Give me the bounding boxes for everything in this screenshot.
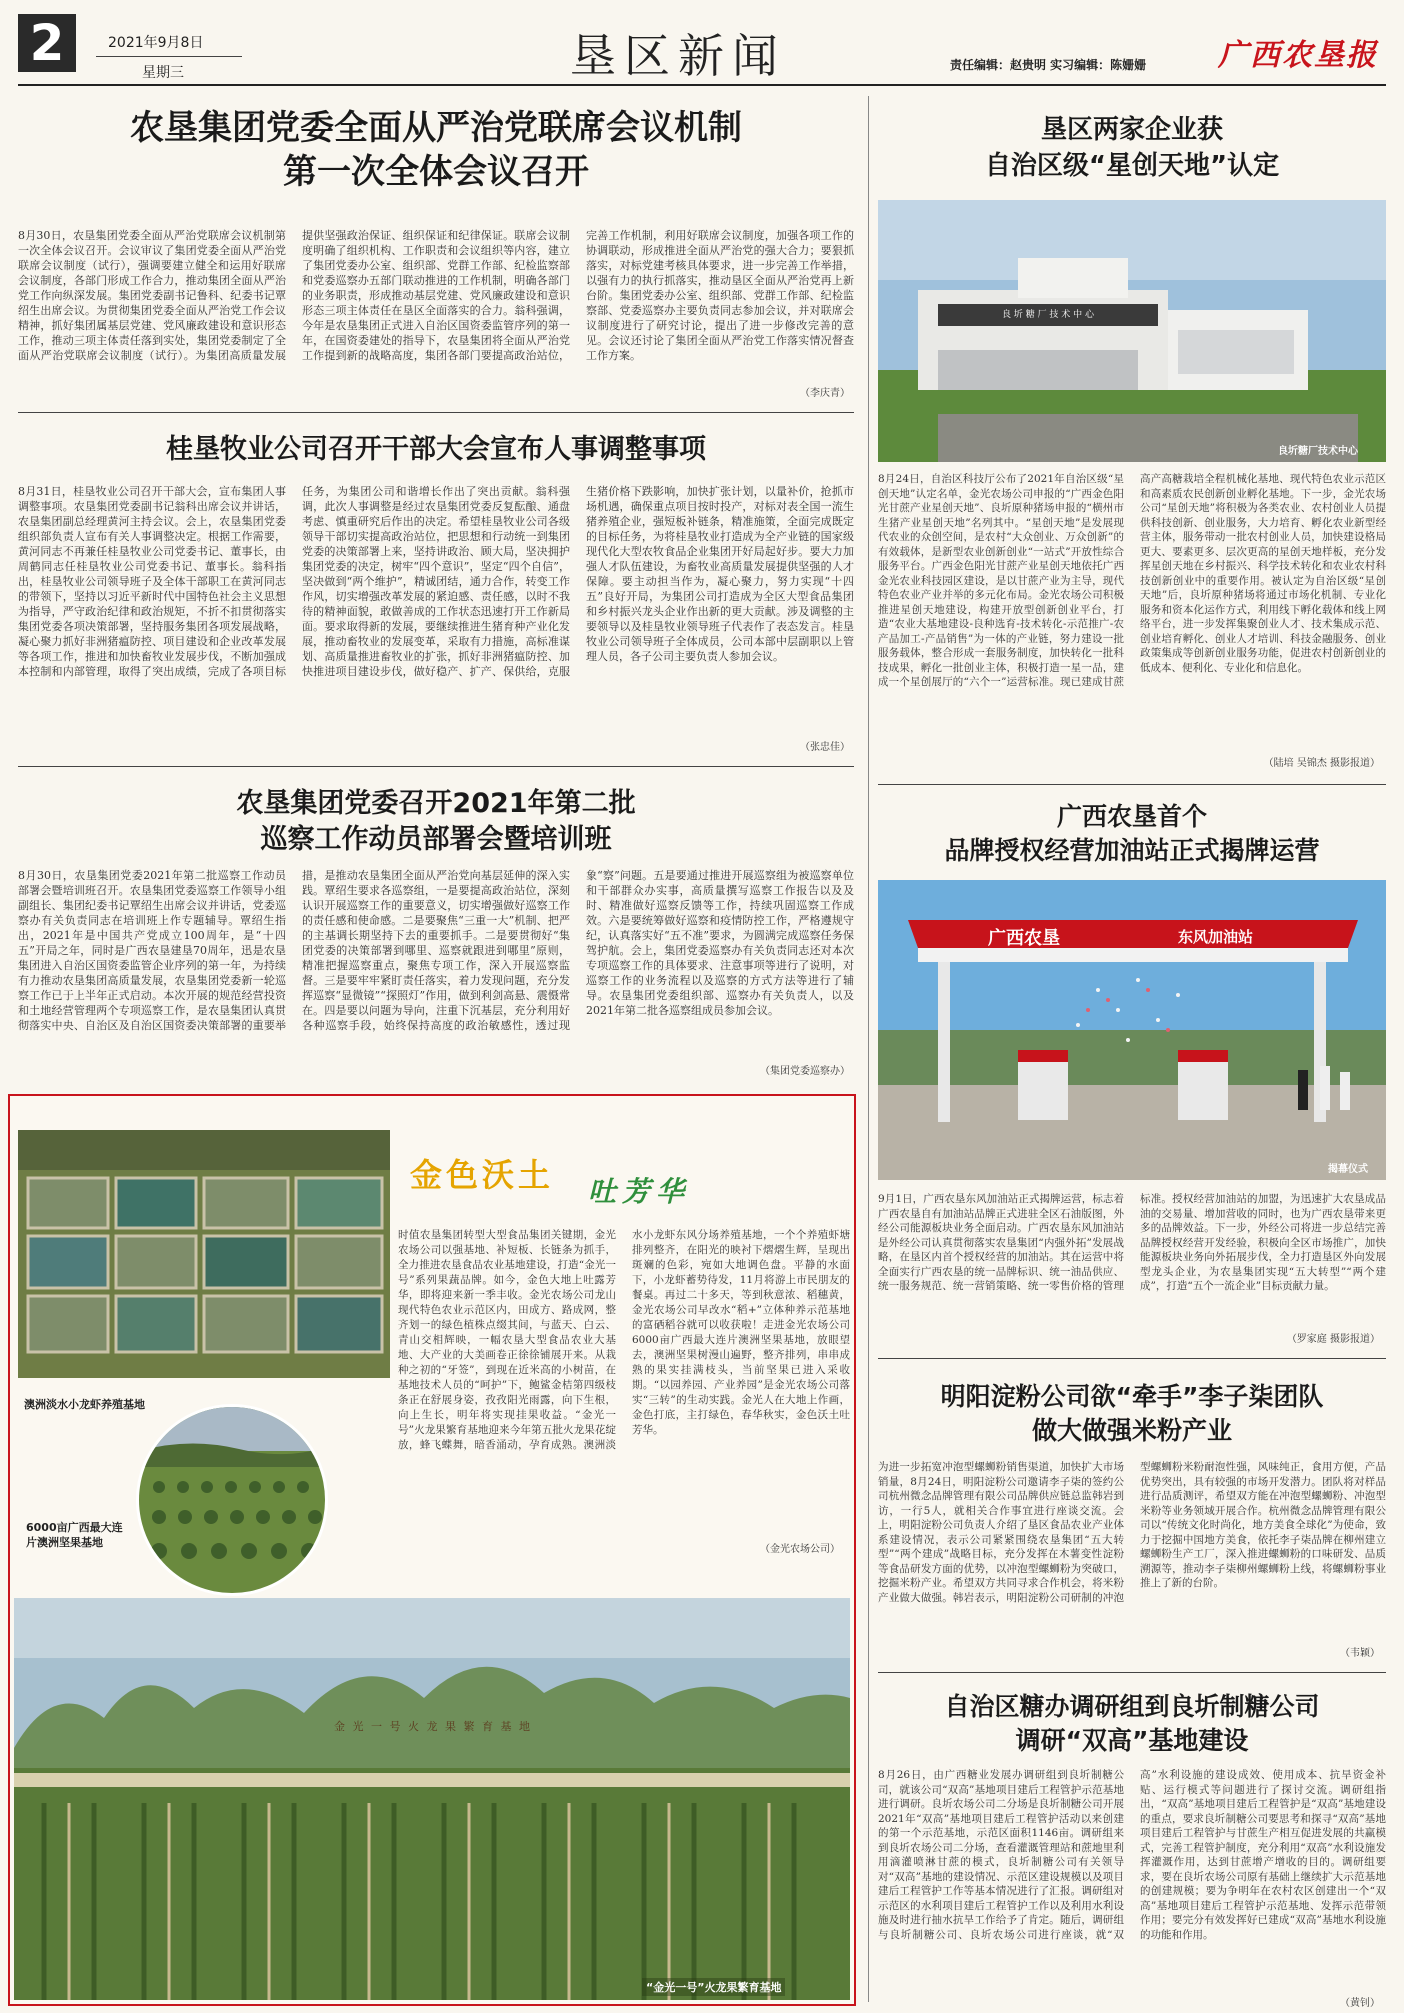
article-body: 为进一步拓宽冲泡型螺蛳粉销售渠道，加快扩大市场销量，8月24日，明阳淀粉公司邀请李子柒的签约公司杭州微念品牌管理有限公司品牌供应链总监韩岩到访，一行5人，就相关合作事宜进行座谈交流。会上，明阳淀粉公司负责人介绍了垦区食品农业产业体系建设情况，表示公司紧紧围绕农垦集团“五大转型”“两个建成”战略目标，充分发挥在木薯变性淀粉等食品研发方面的优势，以冲泡型螺蛳粉为突破口，挖掘米粉产业。希望双方共同寻求合作机会，将米粉产业做大做强。韩岩表示，明阳淀粉公司研制的冲泡型螺蛳粉米粉耐泡性强，风味纯正，食用方便，产品优势突出，具有较强的市场开发潜力。团队将对样品进行品质测评，希望双方能在冲泡型螺蛳粉、冲泡型米粉等业务领域开展合作。杭州微念品牌管理有限公司以“传统文化时尚化，地方美食全球化”为使命，致力于挖掘中国地方美食，依托李子柒品牌在柳州建立螺蛳粉生产工厂，深入推进螺蛳粉的口味研发、品质溯源等，推动李子柒柳州螺蛳粉上线，将螺蛳粉事业推上了新的台阶。	[878, 1461, 1386, 1604]
article-title: 品牌授权经营加油站正式揭牌运营	[944, 836, 1320, 865]
column-divider	[868, 96, 869, 2002]
article-byline: （韦颖）	[1340, 1648, 1380, 1659]
macadamia-photo-caption: 6000亩广西最大连片澳洲坚果基地	[26, 1521, 123, 1549]
station-canopy-name: 东风加油站	[1178, 928, 1254, 946]
article-title: 广西农垦首个	[1056, 802, 1207, 831]
issue-date: 2021年9月8日	[108, 35, 204, 51]
article-mingyang-starch	[878, 1380, 1386, 1448]
article-byline: （陆培 吴锦杰 摄影报道）	[1263, 758, 1380, 769]
article-title: 自治区糖办调研组到良圻制糖公司	[944, 1692, 1320, 1721]
tech-center-sign: 良 圻 糖 厂 技 术 中 心	[1001, 310, 1095, 320]
editor-credits: 责任编辑：赵贵明 实习编辑：陈姗姗	[950, 58, 1147, 72]
article-title: 自治区级“星创天地”认定	[984, 151, 1280, 181]
tech-center-photo	[878, 200, 1386, 462]
article-title: 第一次全体会议召开	[283, 152, 589, 192]
masthead-rule	[18, 84, 1386, 86]
crayfish-photo-caption: 澳洲淡水小龙虾养殖基地	[24, 1398, 145, 1411]
article-body: 8月26日，由广西糖业发展办调研组到良圻制糖公司，就该公司“双高”基地项目建后工程管护示范基地进行调研。良圻农场公司二分场是良圻制糖公司开展2021年“双高”基地项目建后工程管护活动以来创建的第一个示范基地，示范区面积1146亩。调研组来到良圻农场公司二分场，查看灌溉管理站和蔗地里利用滴灌喷淋甘蔗的模式，良圻制糖公司有关领导对“双高”基地的建设情况、示范区建设规模以及项目建后工程管护工作等基本情况进行了汇报。调研组对示范区的水利项目建后工程管护工作以及利用水利设施及时进行抽水抗旱工作给予了肯定。随后，调研组与良圻制糖公司、良圻农场公司进行座谈，就“双高”水利设施的建设成效、使用成本、抗旱资金补贴、运行模式等问题进行了探讨交流。调研组指出，“双高”基地项目建后工程管护是“双高”基地建设的重点，要求良圻制糖公司要思考和探寻“双高”基地项目建后工程管护与甘蔗生产相互促进发展的共赢模式，完善工程管护制度，充分利用“双高”水利设施发挥灌溉作用，达到甘蔗增产增收的目的。调研组要求，要在良圻农场公司原有基础上继续扩大示范基地的创建规模；要为争明年在农村农区创建出一个“双高”基地项目建后工程管护示范基地、发挥示范带领作用；要完分有效发挥好已建成“双高”基地水利设施的功能和作用。	[878, 1769, 1386, 1941]
dragonfruit-field-image	[14, 1598, 850, 2000]
field-slogan-sign: 金 光 一 号 火 龙 果 繁 育 基 地	[334, 1720, 532, 1733]
article-inspection-mobilization	[18, 786, 854, 858]
feature-subtitle: 吐芳华	[588, 1175, 691, 1208]
article-title: 巡察工作动员部署会暨培训班	[260, 824, 612, 855]
page-number: 2	[18, 14, 76, 72]
article-party-joint-meeting	[18, 106, 854, 194]
crayfish-ponds-photo	[18, 1130, 390, 1378]
article-body: 8月30日，农垦集团党委全面从严治党联席会议机制第一次全体会议召开。会议审议了集团党委全面从严治党联席会议制度（试行），强调要建立健全和运用好联席会议制度，各部门形成工作合力，推动集团全面从严治党工作向纵深发展。集团党委副书记鲁科、纪委书记覃绍生出席会议。为贯彻集团党委全面从严治党工作会议精神，抓好集团属基层党建、党风廉政建设和意识形态工作，推动三项主体责任落到实处，集团党委制定了全面从严治党联席会议制度（试行）。为集团高质量发展提供坚强政治保证、组织保证和纪律保证。联席会议制度明确了组织机构、工作职责和会议组织等内容，建立了集团党委办公室、组织部、党群工作部、纪检监察部和党委巡察办五部门联动推进的工作机制，明确各部门的业务职责，形成推动基层党建、党风廉政建设和意识形态三项主体责任在垦区全面落实的合力。翁科强调，今年是农垦集团正式进入自治区国资委监管序列的第一年，在国资委建处的指导下，农垦集团将全面从严治党工作提到新的战略高度，集团各部门要提高政治站位，完善工作机制，利用好联席会议制度，加强各项工作的协调联动，形成推进全面从严治党的强大合力；要狠抓落实，对标党建考核具体要求，进一步完善工作举措，以强有力的执行抓落实，推动垦区全面从严治党再上新台阶。集团党委办公室、组织部、党群工作部、纪检监察部、党委巡察办主要负责同志参加会议，并对联席会议制度进行了研究讨论，提出了进一步修改完善的意见。会议还讨论了集团全面从严治党工作落实情况督查工作方案。	[18, 229, 854, 362]
feature-body: 时值农垦集团转型大型食品集团关键期，金光农场公司以强基地、补短板、长链条为抓手，全力推进农垦食品农业基地建设，打造“金光一号”系列果蔬品牌。如今，金色大地上吐露芳华，即将迎来新一季丰收。金光农场公司龙山现代特色农业示范区内，田成方、路成网，整齐划一的绿色植株点缀其间，与蓝天、白云、青山交相辉映，一幅农垦大型食品农业大基地、大产业的大美画卷正徐徐铺展开来。从栽种之初的“牙签”，到现在近米高的小树苗，在基地技术人员的“呵护”下，鲍鲨金桔第四级枝条正在舒展身姿，孜孜阳光雨露，向下生根，向上生长，明年将实现挂果收益。“金光一号”火龙果繁育基地迎来今年第五批火龙果花绽放，蜂飞蝶舞，暗香涌动，孕育成熟。澳洲淡水小龙虾东风分场养殖基地，一个个养殖虾塘排列整齐，在阳光的映衬下熠熠生辉，呈现出斑斓的色彩，宛如大地调色盘。平静的水面下，小龙虾蓄势待发，11月将游上市民朋友的餐桌。再过二十多天，等到秋意浓、稻穗黄，金光农场公司早改水“稻+”立体种养示范基地的富硒稻谷就可以收获啦！走进金光农场公司6000亩广西最大连片澳洲坚果基地，放眼望去，澳洲坚果树漫山遍野，整齐排列，串串成熟的果实挂满枝头，当前坚果已进入采收期。“以园养园、产业养园”是金光农场公司落实“三转”的生动实践。金光人在大地上作画，金色打底，主打绿色，春华秋实，金色沃土吐芳华。	[398, 1229, 850, 1451]
section-title: 垦区新闻	[570, 29, 786, 83]
article-star-innovation-space	[878, 112, 1386, 184]
tech-center-building-image	[878, 200, 1386, 462]
article-title: 农垦集团党委全面从严治党联席会议机制	[130, 108, 742, 148]
article-title: 明阳淀粉公司欲“牵手”李子柒团队	[940, 1382, 1324, 1411]
article-title: 农垦集团党委召开2021年第二批	[236, 788, 636, 819]
article-body: 8月31日，桂垦牧业公司召开干部大会，宣布集团人事调整事项。农垦集团党委副书记翁科出席会议并讲话，农垦集团副总经理黄河主持会议。会上，农垦集团党委组织部负责人宣布有关人事调整决定。根据工作需要，黄河同志不再兼任桂垦牧业公司党委书记、董事长，由周鹤同志任桂垦牧业公司党委书记、董事长。翁科指出，桂垦牧业公司领导班子及全体干部职工在黄河同志的带领下，坚持以习近平新时代中国特色社会主义思想为指导，严守政治纪律和政治规矩，不折不扣贯彻落实集团党委各项决策部署，坚持服务集团各项发展战略，凝心聚力抓好非洲猪瘟防控、项目建设和企业改革发展等各项工作，推进和加快畜牧业发展步伐，不断加强成本控制和内部管理，取得了突出成绩，完成了各项目标任务，为集团公司和谐增长作出了突出贡献。翁科强调，此次人事调整是经过农垦集团党委反复酝酿、通盘考虑、慎重研究后作出的决定。希望桂垦牧业公司各级领导干部切实提高政治站位，把思想和行动统一到集团党委的决策部署上来，坚持讲政治、顾大局，坚决拥护集团党委的决定，树牢“四个意识”，坚定“四个自信”，坚决做到“两个维护”，精诚团结，通力合作，转变工作作风，切实增强改革发展的紧迫感、责任感，以时不我待的精神面貌，敢做善成的工作状态迅速打开工作新局面。要求取得新的发展，要继续推进生猪育种产业化发展，推动畜牧业的发展变革，采取有力措施，高标准谋划、高质量推进畜牧业的扩张，抓好非洲猪瘟防控、加快推进项目建设步伐，做好稳产、扩产、保供给，克服生猪价格下跌影响，加快扩张计划，以量补价，抢抓市场机遇，确保重点项目按时投产，对标对表全国一流生猪养殖企业，强短板补链条，精准施策，全面完成既定的目标任务，为将桂垦牧业打造成为全产业链的国家级现代化大型农牧食品企业集团开好局起好步。要大力加强人才队伍建设，为畜牧业高质量发展提供坚强的人才保障。要主动担当作为，凝心聚力，努力实现“十四五”良好开局，为集团公司打造成为全区大型食品集团和乡村振兴龙头企业作出新的更大贡献。涉及调整的主要领导以及桂垦牧业领导班子代表作了表态发言。桂垦牧业公司领导班子全体成员，公司本部中层副职以上管理人员，各子公司主要负责人参加会议。	[18, 485, 854, 678]
feature-title: 金色沃土	[410, 1156, 555, 1194]
article-body: 9月1日，广西农垦东风加油站正式揭牌运营，标志着广西农垦自有加油站品牌正式进驻全区石油版图，外经公司能源板块业务全面启动。广西农垦东风加油站是外经公司认真贯彻落实农垦集团“内强外拓”发展战略，在垦区内首个授权经营的加油站。其在运营中将全面实行广西农垦的统一品牌标识、统一油品供应、统一服务规范、统一营销策略、统一零售价格的管理标准。授权经营加油站的加盟，为迅速扩大农垦成品油的交易量、增加营收的同时，也为广西农垦带来更多的品牌效益。下一步，外经公司将进一步总结完善品牌授权经营开发经验，积极向全区市场推广，加快能源板块业务向外拓展步伐，全力打造垦区外向发展型龙头企业，为农垦集团实现“五大转型”“两个建成”，打造“五个一流企业”目标贡献力量。	[878, 1193, 1386, 1292]
masthead	[0, 0, 1404, 82]
article-byline: （集团党委巡察办）	[760, 1066, 850, 1077]
gas-station-photo	[878, 880, 1386, 1180]
article-title: 做大做强米粉产业	[1031, 1416, 1232, 1445]
article-gas-station	[878, 800, 1386, 868]
article-title: 垦区两家企业获	[1040, 115, 1223, 145]
gas-station-image	[878, 880, 1386, 1180]
article-guiken-cadre-meeting-title: 桂垦牧业公司召开干部大会宣布人事调整事项	[166, 434, 706, 465]
article-byline: （李庆青）	[800, 388, 850, 399]
article-body: 8月30日，农垦集团党委2021年第二批巡察工作动员部署会暨培训班召开。农垦集团党委巡察工作领导小组副组长、集团纪委书记覃绍生出席会议并讲话，党委巡察办有关负责同志在培训班上作专题辅导。覃绍生指出，2021年是中国共产党成立100周年，是“十四五”开局之年，同时是广西农垦建垦70周年，迅是农垦集团进入自治区国资委监管企业序列的第一年，为持续有力推动农垦集团高质量发展，农垦集团党委新一轮巡察工作已于上半年正式启动。本次开展的规范经营投资和土地经营管理两个专项巡察工作，是农垦集团认真贯彻落实中央、自治区及自治区国资委决策部署的重要举措，是推动农垦集团全面从严治党向基层延伸的深入实践。覃绍生要求各巡察组，一是要提高政治站位，深刻认识开展巡察工作的重要意义，切实增强做好巡察工作的责任感和使命感。二是要聚焦“三重一大”机制、把严的主基调长期坚持下去的重要抓手。二是要贯彻好“集团党委的决策部署到哪里、巡察就跟进到哪里”原则，精准把握巡察重点，聚焦专项工作，深入开展巡察监督。三是要牢牢紧盯责任落实，着力发现问题，充分发挥巡察“显微镜”“探照灯”作用，做到利剑高悬、震慑常在。四是要以问题为导向，注重下沉基层，充分利用好各种巡察手段，始终保持高度的政治敏感性，透过现象“察”问题。五是要通过推进开展巡察组为被巡察单位和干部群众办实事，高质量撰写巡察工作报告以及及时、精准做好巡察反馈等工作，持续巩固巡察工作成效。六是要统筹做好巡察和疫情防控工作，严格遵规守纪，认真落实好“五不准”要求，为圆满完成巡察任务保驾护航。会上，集团党委巡察办有关负责同志还对本次专项巡察工作的具体要求、注意事项等进行了说明，对巡察工作的业务流程以及巡察的方式方法等进行了辅导。农垦集团党委组织部、巡察办有关负责人，以及2021年第二批各巡察组成员参加会议。	[18, 869, 854, 1032]
dragonfruit-base-photo	[14, 1598, 850, 2000]
article-byline: （张忠佳）	[800, 742, 850, 753]
article-body: 8月24日，自治区科技厅公布了2021年自治区级“星创天地”认定名单，金光农场公司申报的“广西金色阳光甘蔗产业星创天地”、良圻原种猪场申报的“横州市生猪产业星创天地”名列其中。“星创天地”是发展现代农业的众创空间，是农村“大众创业、万众创新”的有效载体，是新型农业创新创业“一站式”开放性综合服务平台。广西金色阳光甘蔗产业星创天地依托广西金光农业科技园区建设，是以甘蔗产业为主导，现代特色农业产业并举的多元化布局。金光农场公司积极推进星创天地建设，构建开放型创新创业平台，打造“农业大基地建设-良种选育-技术转化-示范推广-农产品加工-产品销售”为一体的产业链，努力建设一批服务载体，整合形成一套服务制度，加快转化一批科技成果，孵化一批创业主体，积极打造一星一品，建成一个星创展厅的“六个一”运营标准。现已建成甘蔗高产高糖栽培全程机械化基地、现代特色农业示范区和高素质农民创新创业孵化基地。下一步，金光农场公司“星创天地”将积极为各类农业、农村创业人员提供科技创新、创业服务，大力培育、孵化农业新型经营主体，服务带动一批农村创业人员，加快建设格局更大、要素更多、层次更高的星创天地样板，充分发挥星创天地在乡村振兴、科学技术转化和农业农村科技创新创业中的重要作用。被认定为自治区级“星创天地”后，良圻原种猪场将通过市场化机制、专业化服务和资本化运作方式，利用线下孵化载体和线上网络平台，进一步发挥集聚创业人才、技术集成示范、创业培育孵化、创业人才培训、科技金融服务、创业政策集成等创新创业服务功能，促进农村创新创业的低成本、便利化、专业化和信息化。	[878, 473, 1386, 688]
gas-station-photo-caption: 揭幕仪式	[1328, 1164, 1368, 1175]
macadamia-base-photo	[136, 1404, 328, 1596]
issue-weekday: 星期三	[142, 65, 184, 81]
station-canopy-brand: 广西农垦	[988, 928, 1060, 949]
article-byline: （罗家庭 摄影报道）	[1286, 1334, 1380, 1345]
crayfish-ponds-image	[18, 1130, 390, 1378]
article-double-high-base	[878, 1690, 1386, 1758]
macadamia-orchard-image	[139, 1407, 328, 1596]
feature-byline: （金光农场公司）	[760, 1544, 840, 1555]
dragonfruit-photo-caption: “金光一号”火龙果繁育基地	[642, 1978, 785, 1996]
article-title: 调研“双高”基地建设	[1015, 1726, 1249, 1755]
article-byline: （黄钊）	[1340, 1998, 1380, 2009]
paper-logo: 广西农垦报	[1218, 38, 1378, 73]
tech-center-photo-caption: 良圻糖厂技术中心	[1278, 446, 1358, 457]
